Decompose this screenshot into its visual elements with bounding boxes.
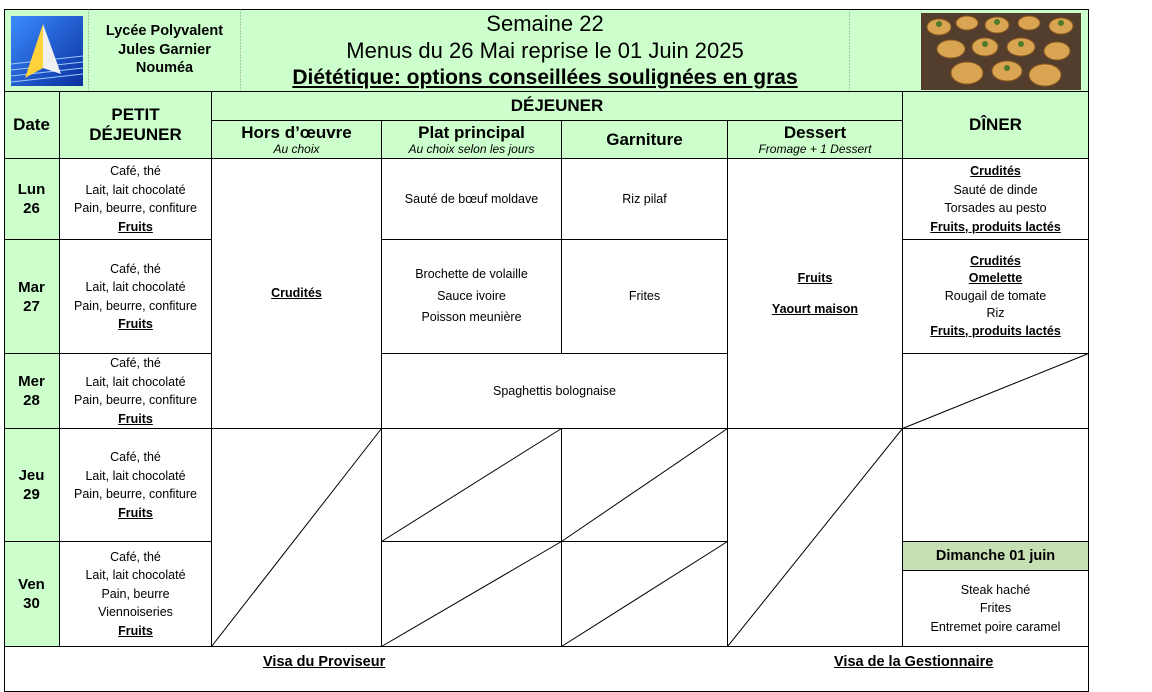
breakfast-item: Café, thé (110, 261, 161, 276)
visa-proviseur (263, 654, 385, 670)
day-name: Mer (18, 373, 45, 390)
dinner-item: Torsades au pesto (944, 201, 1047, 215)
school-line-1: Lycée Polyvalent (105, 23, 224, 40)
plat-item: Brochette de volaille (415, 267, 528, 282)
col-hors-oeuvre-label: Hors d’œuvre (241, 123, 352, 142)
dessert-fruits: Fruits (797, 270, 833, 285)
day-name: Lun (17, 181, 46, 198)
school-name (89, 18, 240, 82)
dinner-item: Sauté de dinde (953, 182, 1038, 197)
school-line-3: Nouméa (135, 60, 194, 77)
lunch-plat-mar (382, 240, 561, 353)
plat-item: Spaghettis bolognaise (492, 383, 616, 398)
dinner-crudites: Crudités (970, 164, 1021, 178)
breakfast-fruits: Fruits (118, 317, 153, 331)
lunch-dessert (728, 159, 902, 428)
dinner-fruits: Fruits, produits lactés (930, 219, 1061, 234)
breakfast-item: Viennoiseries (98, 605, 173, 620)
school-line-2: Jules Garnier (118, 41, 211, 58)
dinner-item: Steak haché (960, 582, 1031, 597)
breakfast-item: Pain, beurre, confiture (74, 393, 197, 407)
dinner-item: Entremet poire caramel (930, 619, 1061, 634)
lunch-garniture-mar (562, 240, 727, 353)
lunch-plat-lun (382, 159, 561, 239)
dinner-fruits: Fruits, produits lactés (930, 323, 1061, 338)
breakfast-item: Café, thé (110, 450, 161, 464)
breakfast-fruits: Fruits (118, 411, 153, 426)
breakfast-fruits: Fruits (118, 505, 153, 520)
day-jeu (4, 429, 59, 541)
breakfast-lun (60, 159, 211, 239)
visa-gestionnaire (834, 654, 993, 670)
breakfast-mar (60, 240, 211, 353)
lunch-garniture-lun (562, 159, 727, 239)
day-number: 30 (23, 595, 40, 612)
breakfast-item: Lait, lait chocolaté (85, 468, 186, 483)
col-dessert (728, 121, 902, 158)
dinner-sunday (903, 571, 1088, 646)
day-mar (4, 240, 59, 353)
breakfast-item: Lait, lait chocolaté (85, 280, 186, 294)
sunday-title: Dimanche 01 juin (935, 548, 1056, 564)
day-number: 28 (23, 392, 40, 409)
school-logo-icon (11, 16, 83, 86)
breakfast-item: Pain, beurre (101, 586, 170, 601)
food-photo-icon (921, 13, 1081, 90)
day-name: Mar (18, 278, 45, 296)
col-plat (382, 121, 561, 158)
col-garniture (562, 121, 727, 158)
garniture-item: Frites (628, 289, 661, 304)
visa-proviseur-label: Visa du Proviseur (263, 654, 386, 670)
dinner-omelette: Omelette (968, 271, 1023, 286)
breakfast-ven (60, 542, 211, 646)
breakfast-item: Café, thé (110, 356, 161, 370)
breakfast-mer (60, 354, 211, 428)
col-dessert-sub: Fromage + 1 Dessert (758, 142, 872, 156)
garniture-item: Riz pilaf (622, 191, 667, 206)
breakfast-item: Café, thé (110, 549, 161, 564)
day-name: Jeu (18, 467, 45, 484)
breakfast-item: Pain, beurre, confiture (74, 487, 197, 501)
day-ven (4, 542, 59, 646)
breakfast-item: Lait, lait chocolaté (85, 182, 186, 197)
col-garniture-label: Garniture (606, 129, 683, 149)
visa-gestionnaire-label: Visa de la Gestionnaire (834, 654, 994, 670)
dinner-crudites: Crudités (970, 253, 1021, 268)
col-dejeuner: DÉJEUNER (510, 95, 604, 115)
dinner-item: Riz (986, 306, 1005, 321)
col-dessert-label: Dessert (783, 123, 847, 142)
day-number: 26 (23, 200, 40, 217)
hors-oeuvre-item: Crudités (271, 286, 322, 301)
col-petit-dejeuner-label: PETIT DÉJEUNER (89, 104, 182, 144)
lunch-plat-mer (382, 354, 727, 428)
col-petit-dejeuner (60, 91, 211, 158)
menus-title: Menus du 26 Mai reprise le 01 Juin 2025 (346, 37, 744, 63)
col-date: Date (13, 114, 50, 134)
day-name: Ven (18, 576, 45, 593)
col-hors-oeuvre (212, 121, 381, 158)
dietetic-note: Diététique: options conseillées soulignées en gras (292, 65, 798, 89)
plat-item: Sauté de bœuf moldave (404, 191, 539, 206)
day-mer (4, 354, 59, 428)
plat-item: Sauce ivoire (437, 288, 506, 303)
breakfast-item: Pain, beurre, confiture (74, 201, 197, 215)
col-plat-label: Plat principal (418, 123, 525, 142)
dinner-lun (903, 159, 1088, 239)
breakfast-fruits: Fruits (118, 623, 153, 638)
title-block (241, 9, 849, 91)
lunch-hors-oeuvre (212, 159, 381, 428)
plat-item: Poisson meunière (421, 310, 522, 325)
dessert-yaourt: Yaourt maison (771, 301, 859, 316)
day-number: 27 (23, 297, 40, 315)
dinner-mar (903, 240, 1088, 353)
week-label: Semaine 22 (486, 10, 604, 36)
breakfast-item: Café, thé (110, 164, 161, 178)
breakfast-item: Lait, lait chocolaté (85, 568, 186, 583)
col-plat-sub: Au choix selon les jours (408, 142, 535, 156)
breakfast-fruits: Fruits (118, 219, 153, 234)
breakfast-jeu (60, 429, 211, 541)
day-number: 29 (23, 486, 40, 503)
col-diner: DÎNER (969, 114, 1022, 134)
dinner-item: Frites (979, 601, 1012, 616)
col-hors-oeuvre-sub: Au choix (273, 142, 320, 156)
breakfast-item: Pain, beurre, confiture (74, 298, 197, 313)
dinner-item: Rougail de tomate (944, 288, 1047, 303)
breakfast-item: Lait, lait chocolaté (85, 374, 186, 389)
day-lun (4, 159, 59, 239)
